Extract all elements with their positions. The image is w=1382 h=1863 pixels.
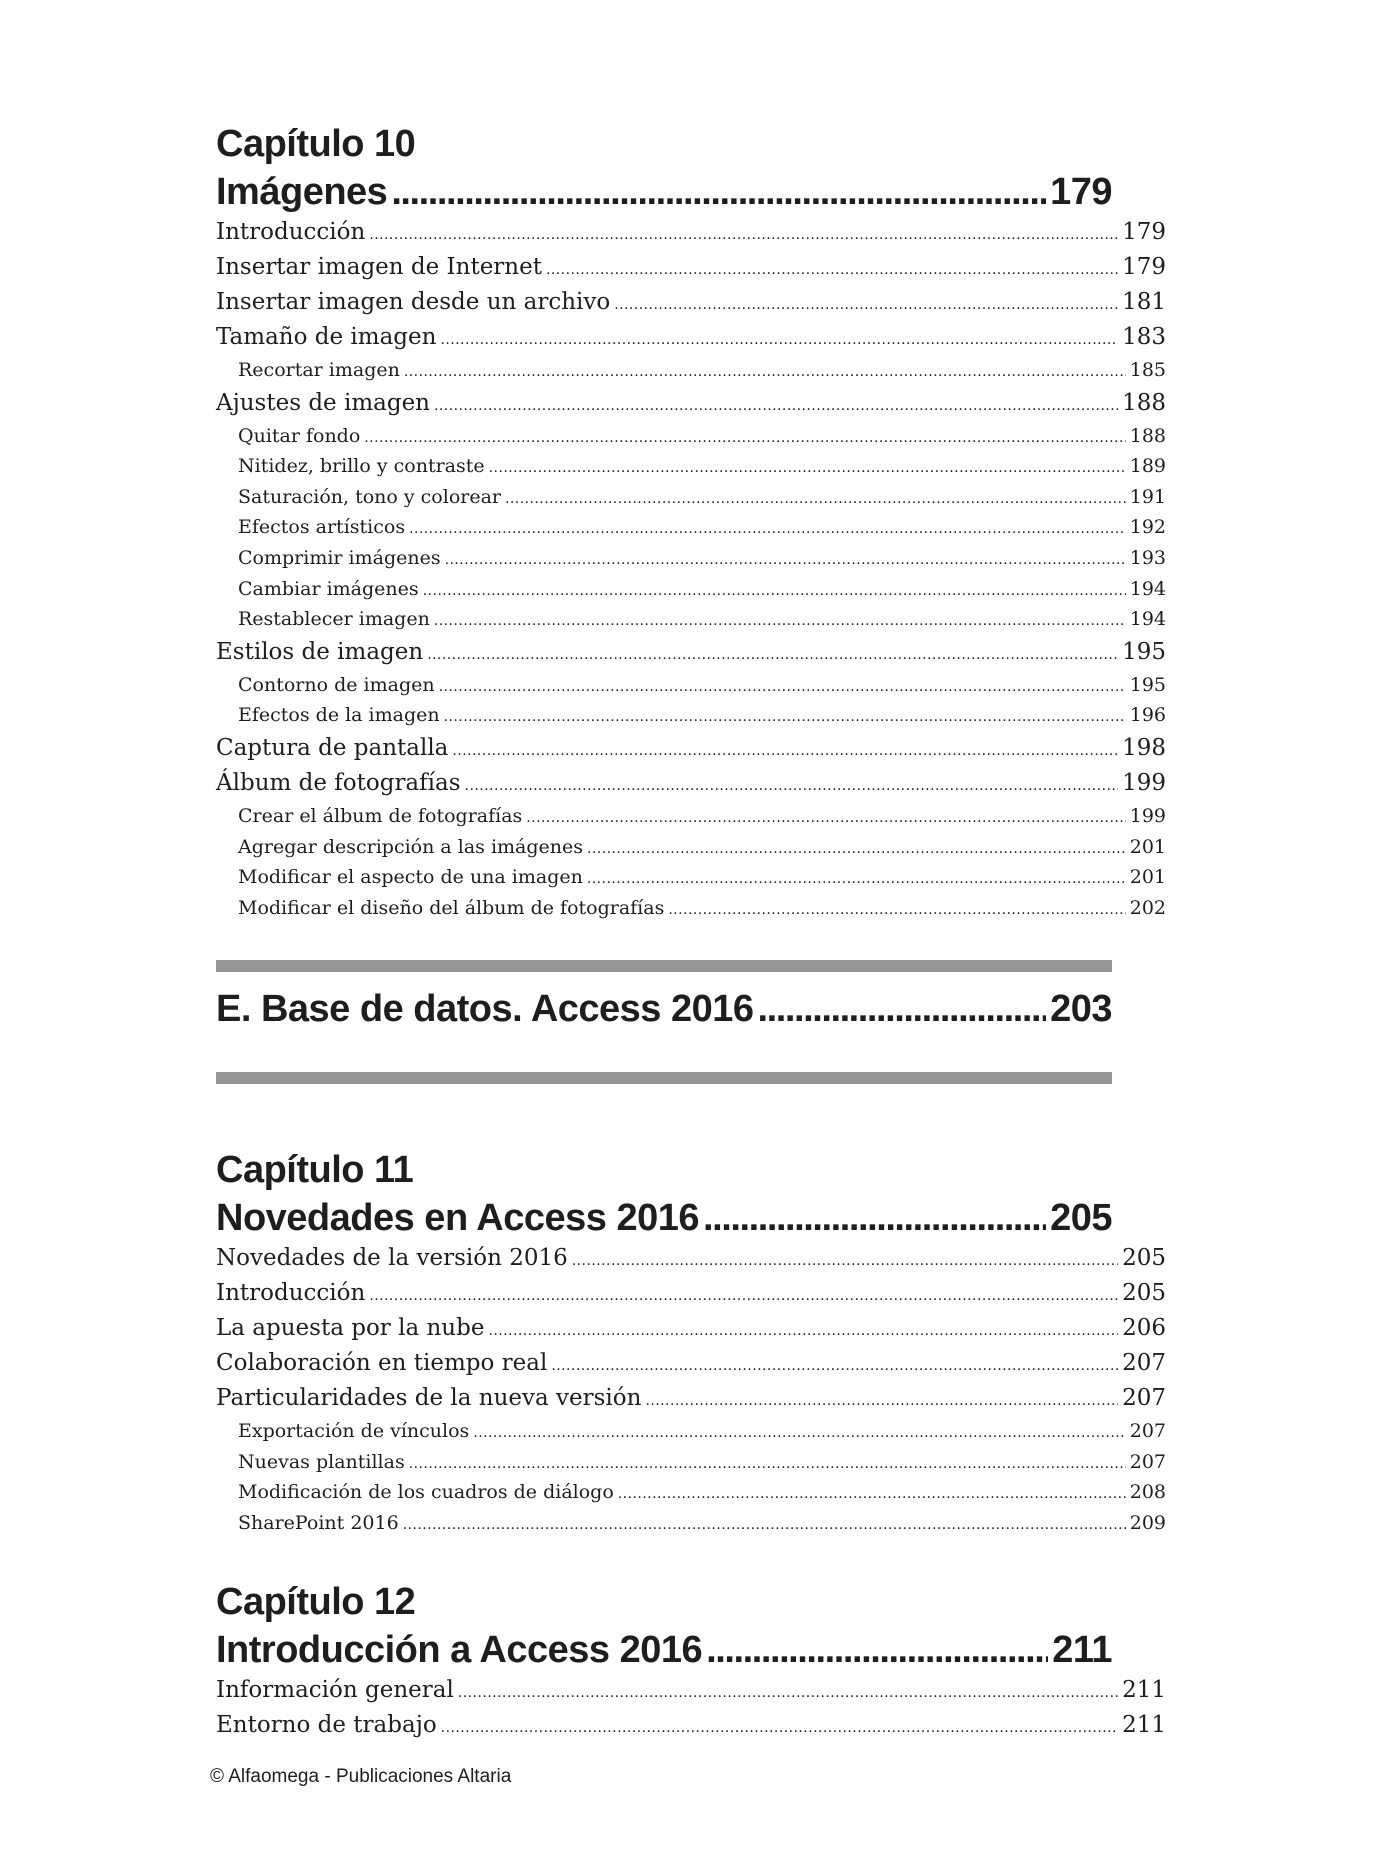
- toc-subentry[interactable]: [216, 575, 1166, 606]
- dot-leader: [473, 1417, 1125, 1448]
- dot-leader: [706, 1626, 1048, 1674]
- entry-page: 207: [1122, 1350, 1166, 1376]
- entry-title: Quitar fondo: [238, 424, 361, 447]
- toc-entry[interactable]: [216, 1709, 1166, 1744]
- toc-entry[interactable]: [216, 216, 1166, 251]
- entry-page: 195: [1122, 638, 1166, 665]
- entry-title: Comprimir imágenes: [238, 546, 441, 569]
- dot-leader: [458, 1674, 1118, 1709]
- entry-page: 189: [1129, 455, 1166, 478]
- toc-subentry[interactable]: [216, 701, 1166, 732]
- dot-leader: [488, 1312, 1118, 1347]
- entry-page: 211: [1122, 1712, 1166, 1738]
- dot-leader: [489, 452, 1126, 483]
- toc-subentry[interactable]: [216, 422, 1166, 453]
- dot-leader: [427, 636, 1118, 671]
- chapter-page: 179: [1050, 171, 1112, 213]
- entry-page: 201: [1129, 866, 1166, 889]
- entry-page: 195: [1129, 673, 1166, 696]
- entry-title: Crear el álbum de fotografías: [238, 804, 523, 827]
- toc-subentry[interactable]: [216, 833, 1166, 864]
- dot-leader: [439, 671, 1126, 702]
- dot-leader: [409, 513, 1126, 544]
- dot-leader: [434, 605, 1126, 636]
- dot-leader: [423, 575, 1126, 606]
- entry-page: 191: [1129, 485, 1166, 508]
- entry-title: Novedades de la versión 2016: [216, 1245, 568, 1271]
- toc-entry[interactable]: [216, 636, 1166, 671]
- entry-page: 194: [1129, 577, 1166, 600]
- entry-title: Tamaño de imagen: [216, 324, 437, 350]
- dot-leader: [614, 286, 1118, 321]
- toc-entry[interactable]: [216, 1277, 1166, 1312]
- toc-subentry[interactable]: [216, 894, 1166, 925]
- dot-leader: [404, 356, 1126, 387]
- entry-page: 205: [1122, 1245, 1166, 1271]
- dot-leader: [668, 894, 1125, 925]
- entry-page: 207: [1129, 1420, 1166, 1442]
- entry-page: 209: [1129, 1511, 1166, 1534]
- dot-leader: [587, 833, 1126, 864]
- toc-subentry[interactable]: [216, 483, 1166, 514]
- toc-entry[interactable]: [216, 1674, 1166, 1709]
- entry-page: 188: [1122, 389, 1166, 416]
- entry-title: Estilos de imagen: [216, 638, 424, 665]
- dot-leader: [440, 321, 1118, 356]
- entry-title: Captura de pantalla: [216, 734, 449, 761]
- chapter-title-row[interactable]: [216, 168, 1112, 216]
- dot-leader: [441, 1709, 1118, 1744]
- entry-page: 211: [1122, 1677, 1166, 1703]
- chapter-title-row[interactable]: [216, 1194, 1112, 1242]
- entry-page: 179: [1122, 219, 1166, 245]
- toc-entries: [216, 1674, 1166, 1744]
- entry-page: 193: [1129, 546, 1166, 569]
- entry-title: Nitidez, brillo y contraste: [238, 455, 485, 478]
- chapter-label: Capítulo 10: [216, 123, 416, 165]
- toc-subentry[interactable]: [216, 1417, 1166, 1448]
- dot-leader: [434, 387, 1118, 422]
- entry-page: 199: [1129, 804, 1166, 827]
- dot-leader: [758, 985, 1047, 1033]
- entry-title: Contorno de imagen: [238, 673, 435, 696]
- entry-page: 208: [1129, 1481, 1166, 1504]
- toc-entry[interactable]: [216, 1347, 1166, 1382]
- chapter-12: [216, 1578, 1166, 1744]
- toc-entry[interactable]: [216, 251, 1166, 286]
- entry-title: Restablecer imagen: [238, 608, 430, 631]
- toc-entries: [216, 216, 1166, 924]
- entry-page: 198: [1122, 734, 1166, 761]
- entry-page: 196: [1129, 704, 1166, 727]
- entry-title: Saturación, tono y colorear: [238, 485, 501, 508]
- dot-leader: [587, 863, 1126, 894]
- part-title-row[interactable]: [216, 985, 1112, 1033]
- toc-subentry[interactable]: [216, 356, 1166, 387]
- entry-title: Entorno de trabajo: [216, 1712, 437, 1738]
- entry-page: 206: [1122, 1315, 1166, 1341]
- toc-entry[interactable]: [216, 767, 1166, 802]
- entry-page: 188: [1129, 424, 1166, 447]
- entry-page: 201: [1129, 835, 1166, 858]
- toc-entry[interactable]: [216, 321, 1166, 356]
- dot-leader: [369, 1277, 1118, 1312]
- entry-title: Modificar el aspecto de una imagen: [238, 866, 583, 889]
- entry-title: Recortar imagen: [238, 359, 400, 381]
- toc-subentry[interactable]: [216, 1448, 1166, 1479]
- chapter-title: Imágenes: [216, 171, 388, 213]
- entry-page: 185: [1129, 359, 1166, 381]
- part-title: E. Base de datos. Access 2016: [216, 988, 754, 1030]
- entry-title: La apuesta por la nube: [216, 1315, 485, 1341]
- toc-subentry[interactable]: [216, 671, 1166, 702]
- chapter-title: Novedades en Access 2016: [216, 1197, 700, 1239]
- toc-entries: [216, 1242, 1166, 1539]
- dot-leader: [572, 1242, 1118, 1277]
- entry-page: 183: [1122, 324, 1166, 350]
- entry-page: 181: [1122, 289, 1166, 315]
- dot-leader: [551, 1347, 1118, 1382]
- dot-leader: [369, 216, 1118, 251]
- entry-title: Colaboración en tiempo real: [216, 1350, 548, 1376]
- toc-entry[interactable]: [216, 1242, 1166, 1277]
- entry-title: Insertar imagen de Internet: [216, 254, 542, 280]
- toc-entry[interactable]: [216, 1312, 1166, 1347]
- toc-subentry[interactable]: [216, 452, 1166, 483]
- toc-subentry[interactable]: [216, 863, 1166, 894]
- toc-entry[interactable]: [216, 387, 1166, 422]
- toc-subentry[interactable]: [216, 544, 1166, 575]
- toc-subentry[interactable]: [216, 605, 1166, 636]
- toc-entry[interactable]: [216, 286, 1166, 321]
- dot-leader: [391, 168, 1046, 216]
- entry-title: Exportación de vínculos: [238, 1420, 470, 1442]
- dot-leader: [703, 1194, 1046, 1242]
- toc-subentry[interactable]: [216, 1478, 1166, 1509]
- chapter-10: [216, 120, 1166, 924]
- dot-leader: [452, 732, 1118, 767]
- chapter-page: 205: [1050, 1197, 1112, 1239]
- toc-entry[interactable]: [216, 732, 1166, 767]
- entry-page: 207: [1122, 1385, 1166, 1411]
- dot-leader: [526, 802, 1125, 833]
- dot-leader: [409, 1448, 1126, 1479]
- chapter-11: [216, 1146, 1166, 1539]
- chapter-label: Capítulo 11: [216, 1149, 414, 1191]
- entry-page: 179: [1122, 254, 1166, 280]
- dot-leader: [403, 1509, 1126, 1540]
- dot-leader: [465, 767, 1119, 802]
- entry-page: 199: [1122, 769, 1166, 796]
- entry-title: Cambiar imágenes: [238, 577, 419, 600]
- toc-entry[interactable]: [216, 1382, 1166, 1417]
- dot-leader: [445, 544, 1126, 575]
- entry-page: 205: [1122, 1280, 1166, 1306]
- dot-leader: [618, 1478, 1126, 1509]
- entry-title: Introducción: [216, 219, 366, 245]
- toc-subentry[interactable]: [216, 802, 1166, 833]
- dot-leader: [364, 422, 1125, 453]
- entry-title: Particularidades de la nueva versión: [216, 1385, 642, 1411]
- toc-subentry[interactable]: [216, 1509, 1166, 1540]
- chapter-label: Capítulo 12: [216, 1581, 416, 1623]
- part-rule-top: [216, 960, 1112, 972]
- entry-title: SharePoint 2016: [238, 1511, 399, 1534]
- toc-subentry[interactable]: [216, 513, 1166, 544]
- entry-title: Nuevas plantillas: [238, 1450, 405, 1473]
- dot-leader: [645, 1382, 1118, 1417]
- entry-title: Insertar imagen desde un archivo: [216, 289, 611, 315]
- entry-title: Efectos artísticos: [238, 516, 406, 539]
- entry-title: Modificar el diseño del álbum de fotografías: [238, 896, 665, 919]
- entry-title: Efectos de la imagen: [238, 704, 440, 727]
- entry-title: Álbum de fotografías: [216, 769, 461, 796]
- chapter-title-row[interactable]: [216, 1626, 1112, 1674]
- entry-title: Información general: [216, 1677, 454, 1703]
- dot-leader: [505, 483, 1126, 514]
- chapter-title: Introducción a Access 2016: [216, 1629, 703, 1671]
- part-page: 203: [1050, 988, 1112, 1030]
- entry-page: 194: [1129, 608, 1166, 631]
- entry-title: Introducción: [216, 1280, 366, 1306]
- entry-page: 192: [1129, 516, 1166, 539]
- entry-title: Modificación de los cuadros de diálogo: [238, 1481, 614, 1504]
- dot-leader: [444, 701, 1126, 732]
- part-rule-bottom: [216, 1072, 1112, 1084]
- entry-title: Agregar descripción a las imágenes: [238, 835, 583, 858]
- chapter-page: 211: [1052, 1629, 1112, 1671]
- footer-copyright: © Alfaomega - Publicaciones Altaria: [210, 1766, 512, 1787]
- entry-title: Ajustes de imagen: [216, 389, 430, 416]
- dot-leader: [546, 251, 1118, 286]
- entry-page: 207: [1129, 1450, 1166, 1473]
- entry-page: 202: [1129, 896, 1166, 919]
